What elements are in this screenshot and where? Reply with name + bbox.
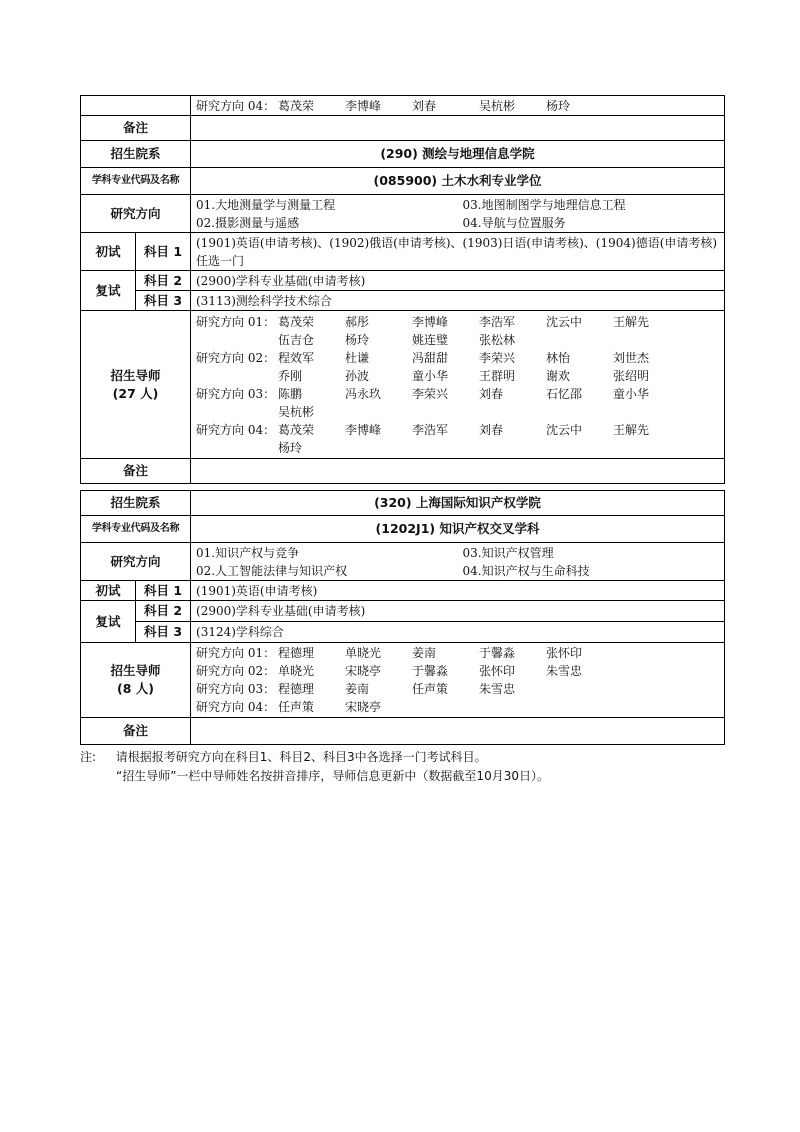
- supervisor-name: 宋晓亭: [345, 700, 382, 714]
- supervisor-name: 李博峰: [412, 314, 449, 329]
- footnote-text: 请根据报考研究方向在科目1、科目2、科目3中各选择一门考试科目。: [115, 750, 487, 764]
- subject1-label: 科目 1: [136, 233, 191, 271]
- remarks-label: 备注: [81, 718, 191, 745]
- supervisor-name: 杜谦: [345, 350, 370, 365]
- supervisor-name: 刘春: [412, 98, 437, 113]
- direction-item: 02.人工智能法律与知识产权: [196, 563, 348, 578]
- supervisor-line: [196, 313, 719, 349]
- supervisor-name: 姜南: [345, 682, 370, 696]
- supervisor-name: 朱雪忠: [479, 682, 516, 696]
- major-label: 学科专业代码及名称: [81, 168, 191, 195]
- subject2-label: 科目 2: [136, 601, 191, 622]
- supervisor-line: [196, 349, 719, 385]
- supervisor-line: [196, 385, 719, 421]
- subject3-value: (3113)测绘科学技术综合: [191, 291, 725, 311]
- supervisor-name: 单晓光: [345, 646, 382, 660]
- supervisor-name: 李荣兴: [412, 386, 449, 401]
- supervisor-name: 姚连璧: [412, 332, 449, 347]
- supervisors-list: [191, 311, 725, 459]
- subject3-label: 科目 3: [136, 622, 191, 643]
- subject2-value: (2900)学科专业基础(申请考核): [191, 271, 725, 291]
- subject1-value: (1901)英语(申请考核): [191, 581, 725, 601]
- supervisor-name: 吴杭彬: [479, 98, 516, 113]
- direction-item: 01.大地测量学与测量工程: [196, 197, 336, 212]
- supervisor-line: [196, 421, 719, 457]
- supervisor-name: 姜南: [412, 646, 437, 660]
- supervisor-name: 李荣兴: [479, 350, 516, 365]
- direction-line-label: 研究方向 02：: [196, 350, 276, 365]
- supervisors-count: (27 人): [112, 385, 159, 401]
- supervisors-label: [81, 311, 191, 459]
- supervisor-name: 刘春: [479, 386, 504, 401]
- supervisor-name: 王群明: [479, 368, 516, 383]
- direction-line-label: 研究方向 04：: [196, 700, 276, 714]
- supervisor-name: 任声策: [278, 700, 315, 714]
- supervisor-name: 单晓光: [278, 664, 315, 678]
- supervisor-name: 李浩军: [412, 422, 449, 437]
- direction-item: 01.知识产权与竞争: [196, 545, 300, 560]
- supervisor-name: 沈云中: [546, 314, 583, 329]
- supervisor-line: [196, 644, 719, 662]
- direction-label: 研究方向: [81, 195, 191, 233]
- school-label: 招生院系: [81, 491, 191, 516]
- remarks-value: [191, 116, 725, 141]
- subject1-label: 科目 1: [136, 581, 191, 601]
- direction-line-label: 研究方向 01：: [196, 314, 276, 329]
- footnote-prefix: 注:: [80, 750, 97, 764]
- supervisor-name: 宋晓亭: [345, 664, 382, 678]
- direction-line-label: 研究方向 04：: [196, 98, 276, 113]
- supervisors-title: 招生导师: [110, 663, 161, 678]
- supervisor-name: 杨玲: [546, 98, 571, 113]
- supervisor-name: 沈云中: [546, 422, 583, 437]
- supervisor-name: 程德理: [278, 682, 315, 696]
- supervisor-name: 程效军: [278, 350, 315, 365]
- direction-item: 04.导航与位置服务: [462, 215, 566, 230]
- direction-list: [191, 195, 725, 233]
- direction-item: 02.摄影测量与遥感: [196, 215, 300, 230]
- supervisor-name: 谢欢: [546, 368, 571, 383]
- subject3-label: 科目 3: [136, 291, 191, 311]
- remarks-label: 备注: [81, 116, 191, 141]
- major-label: 学科专业代码及名称: [81, 516, 191, 543]
- supervisor-name: 于馨淼: [412, 664, 449, 678]
- supervisor-name: 程德理: [278, 646, 315, 660]
- direction-line-label: 研究方向 03：: [196, 386, 276, 401]
- supervisor-name: 李博峰: [345, 422, 382, 437]
- subject1-value: (1901)英语(申请考核)、(1902)俄语(申请考核)、(1903)日语(申请考核)、(1904)德语(申请考核)任选一门: [191, 233, 725, 271]
- admissions-table-2: [80, 490, 725, 745]
- remarks-value: [191, 718, 725, 745]
- supervisor-name: 孙波: [345, 368, 370, 383]
- supervisor-name: 李博峰: [345, 98, 382, 113]
- footnote-line: [80, 748, 549, 767]
- supervisor-name: 王解先: [613, 314, 650, 329]
- supervisor-name: 郝彤: [345, 314, 370, 329]
- supervisor-name: 石忆邵: [546, 386, 583, 401]
- supervisor-name: 刘春: [479, 422, 504, 437]
- direction-line-label: 研究方向 03：: [196, 682, 276, 696]
- supervisors-title: 招生导师: [110, 367, 161, 383]
- major-value: (085900) 土木水利专业学位: [191, 168, 725, 195]
- supervisor-name: 张松林: [479, 332, 516, 347]
- supervisor-name: 杨玲: [278, 440, 303, 455]
- remarks-label: 备注: [81, 459, 191, 484]
- direction-line-label: 研究方向 01：: [196, 646, 276, 660]
- supervisors-label: [81, 643, 191, 718]
- supervisor-name: 吴杭彬: [278, 404, 315, 419]
- partial-supervisor-line: [191, 96, 725, 116]
- footnotes: [80, 748, 549, 786]
- school-value: (320) 上海国际知识产权学院: [191, 491, 725, 516]
- supervisor-name: 于馨淼: [479, 646, 516, 660]
- subject3-value: (3124)学科综合: [191, 622, 725, 643]
- supervisor-name: 刘世杰: [613, 350, 650, 365]
- subject2-value: (2900)学科专业基础(申请考核): [191, 601, 725, 622]
- supervisor-line: [196, 662, 719, 680]
- school-label: 招生院系: [81, 141, 191, 168]
- supervisor-name: 杨玲: [345, 332, 370, 347]
- retest-label: 复试: [81, 271, 136, 311]
- supervisors-count: (8 人): [117, 681, 154, 696]
- prelim-label: 初试: [81, 233, 136, 271]
- direction-item: 04.知识产权与生命科技: [462, 563, 590, 578]
- supervisor-name: 张绍明: [613, 368, 650, 383]
- supervisor-name: 王解先: [613, 422, 650, 437]
- direction-line-label: 研究方向 02：: [196, 664, 276, 678]
- remarks-value: [191, 459, 725, 484]
- prelim-label: 初试: [81, 581, 136, 601]
- major-value: (1202J1) 知识产权交叉学科: [191, 516, 725, 543]
- retest-label: 复试: [81, 601, 136, 643]
- direction-label: 研究方向: [81, 543, 191, 581]
- supervisor-name: 张怀印: [479, 664, 516, 678]
- supervisor-name: 朱雪忠: [546, 664, 583, 678]
- supervisor-line: [196, 698, 719, 716]
- supervisor-name: 张怀印: [546, 646, 583, 660]
- direction-line-label: 研究方向 04：: [196, 422, 276, 437]
- supervisor-name: 冯永玖: [345, 386, 382, 401]
- footnote-text: “招生导师”一栏中导师姓名按拼音排序，导师信息更新中（数据截至10月30日）。: [116, 769, 549, 783]
- direction-item: 03.地图制图学与地理信息工程: [462, 197, 626, 212]
- supervisor-name: 乔刚: [278, 368, 303, 383]
- supervisor-line: [196, 680, 719, 698]
- supervisor-name: 任声策: [412, 682, 449, 696]
- partial-label-cell: [81, 96, 191, 116]
- supervisors-list: [191, 643, 725, 718]
- subject2-label: 科目 2: [136, 271, 191, 291]
- school-value: (290) 测绘与地理信息学院: [191, 141, 725, 168]
- supervisor-name: 冯甜甜: [412, 350, 449, 365]
- supervisor-name: 葛茂荣: [278, 422, 315, 437]
- supervisor-name: 伍吉仓: [278, 332, 315, 347]
- supervisor-name: 童小华: [613, 386, 650, 401]
- supervisor-name: 葛茂荣: [278, 314, 315, 329]
- footnote-line: [80, 767, 549, 786]
- supervisor-name: 陈鹏: [278, 386, 303, 401]
- direction-list: [191, 543, 725, 581]
- supervisor-name: 林怡: [546, 350, 571, 365]
- supervisor-name: 葛茂荣: [278, 98, 315, 113]
- supervisor-name: 李浩军: [479, 314, 516, 329]
- supervisor-name: 童小华: [412, 368, 449, 383]
- direction-item: 03.知识产权管理: [462, 545, 554, 560]
- admissions-table-1: [80, 95, 725, 484]
